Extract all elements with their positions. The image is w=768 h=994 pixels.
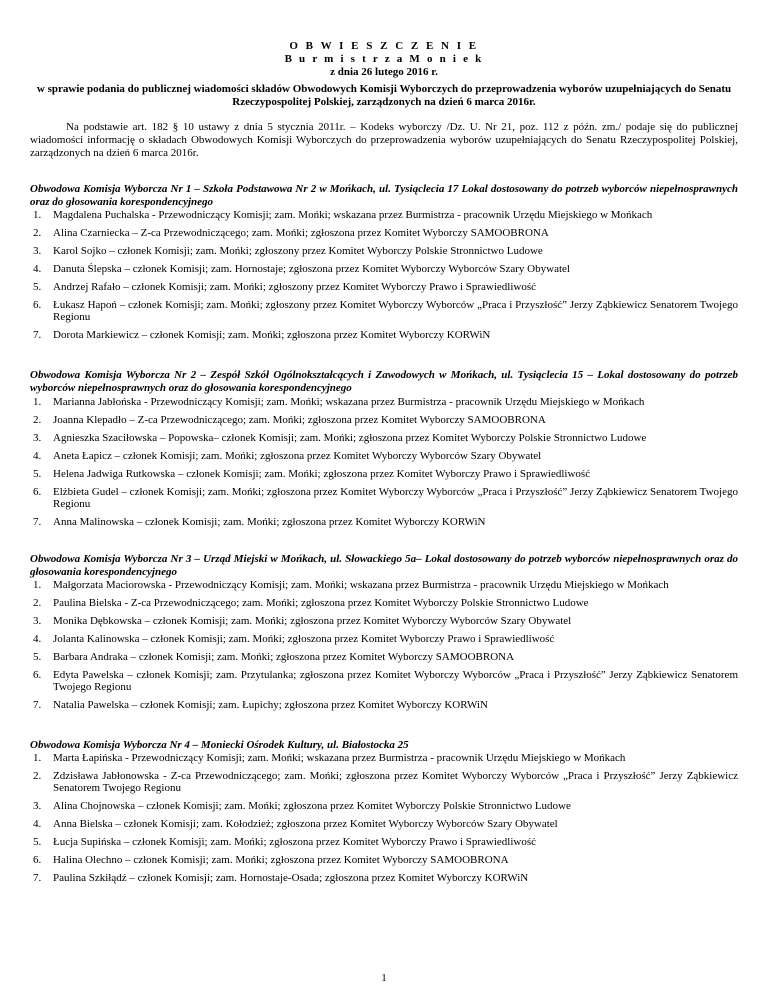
list-item: 7. Paulina Szkiłądź – członek Komisji; zam. Hornostaje-Osada; zgłoszona przez Komitet Wyborczy KORWiN [33,872,529,884]
document-issuer: B u r m i s t r z a M o n i e k [284,53,484,65]
list-item: 7. Dorota Markiewicz – członek Komisji; zam. Mońki; zgłoszona przez Komitet Wyborczy KORWiN [33,329,491,341]
member-list [30,396,738,528]
commission-title: Obwodowa Komisja Wyborcza Nr 3 – Urząd Miejski w Mońkach, ul. Słowackiego 5a– Lokal dostosowany do potrzeb wyborców niepełnosprawnych oraz do głosowania korespondencyjnego [30,553,738,578]
list-item: 3. Monika Dębkowska – członek Komisji; zam. Mońki; zgłoszona przez Komitet Wyborczy Wyborców Szary Obywatel [33,615,572,627]
commission-4 [30,739,738,884]
document-title: O B W I E S Z C Z E N I E [289,40,479,52]
page-number: 1 [381,972,387,984]
list-item: 4. Anna Bielska – członek Komisji; zam. Kołodzież; zgłoszona przez Komitet Wyborczy Wyborców Szary Obywatel [33,818,558,830]
list-item: 5. Barbara Andraka – członek Komisji; zam. Mońki; zgłoszona przez Komitet Wyborczy SAMOOBRONA [33,651,515,663]
list-item: 5. Andrzej Rafało – członek Komisji; zam. Mońki; zgłoszony przez Komitet Wyborczy Prawo i Sprawiedliwość [33,281,537,293]
commission-title: Obwodowa Komisja Wyborcza Nr 2 – Zespół Szkół Ogólnokształcących i Zawodowych w Mońkach, ul. Tysiąclecia 15 – Lokal dostosowany do potrzeb wyborców niepełnosprawnych oraz do głosowania korespondencyjnego [30,369,738,394]
list-item: 4. Jolanta Kalinowska – członek Komisji; zam. Mońki; zgłoszona przez Komitet Wyborczy Prawo i Sprawiedliwość [33,633,555,645]
member-list [30,752,738,884]
list-item: 1. Marianna Jabłońska - Przewodniczący Komisji; zam. Mońki; wskazana przez Burmistrza - pracownik Urzędu Miejskiego w Mońkach [33,396,645,408]
intro-paragraph: Na podstawie art. 182 § 10 ustawy z dnia 5 stycznia 2011r. – Kodeks wyborczy /Dz. U. Nr 21, poz. 112 z późn. zm./ podaje się do publicznej wiadomości informację o składach Obwodowych Komisji Wyborczych do przeprowadzenia wyborów uzupełniających do Senatu Rzeczypospolitej Polskiej, zarządzonych na dzień 6 marca 2016r. [30,121,738,159]
list-item: 2. Zdzisława Jabłonowska - Z-ca Przewodniczącego; zam. Mońki; zgłoszona przez Komitet Wyborczy Wyborców „Praca i Przyszłość” Jerzy Ząbkiewicz Senatorem Twojego Regionu [33,770,738,794]
commission-title: Obwodowa Komisja Wyborcza Nr 1 – Szkoła Podstawowa Nr 2 w Mońkach, ul. Tysiąclecia 17 Lokal dostosowany do potrzeb wyborców niepełnosprawnych oraz do głosowania korespondencyjnego [30,183,738,208]
list-item: 1. Małgorzata Maciorowska - Przewodniczący Komisji; zam. Mońki; wskazana przez Burmistrza - pracownik Urzędu Miejskiego w Mońkach [33,579,669,591]
member-list [30,579,738,711]
list-item: 3. Karol Sojko – członek Komisji; zam. Mońki; zgłoszony przez Komitet Wyborczy Polskie Stronnictwo Ludowe [33,245,543,257]
list-item: 3. Alina Chojnowska – członek Komisji; zam. Mońki; zgłoszona przez Komitet Wyborczy Polskie Stronnictwo Ludowe [33,800,571,812]
commission-3 [30,553,738,711]
list-item: 1. Magdalena Puchalska - Przewodniczący Komisji; zam. Mońki; wskazana przez Burmistrza - pracownik Urzędu Miejskiego w Mońkach [33,209,653,221]
list-item: 6. Łukasz Hapoń – członek Komisji; zam. Mońki; zgłoszony przez Komitet Wyborczy Wyborców „Praca i Przyszłość” Jerzy Ząbkiewicz Senatorem Twojego Regionu [33,299,738,323]
list-item: 4. Danuta Ślepska – członek Komisji; zam. Hornostaje; zgłoszona przez Komitet Wyborczy Wyborców Szary Obywatel [33,263,570,275]
list-item: 6. Halina Olechno – członek Komisji; zam. Mońki; zgłoszona przez Komitet Wyborczy SAMOOBRONA [33,854,509,866]
list-item: 5. Helena Jadwiga Rutkowska – członek Komisji; zam. Mońki; zgłoszona przez Komitet Wyborczy Prawo i Sprawiedliwość [33,468,591,480]
list-item: 6. Edyta Pawelska – członek Komisji; zam. Przytulanka; zgłoszona przez Komitet Wyborczy Wyborców „Praca i Przyszłość” Jerzy Ząbkiewicz Senatorem Twojego Regionu [33,669,738,693]
list-item: 4. Aneta Łapicz – członek Komisji; zam. Mońki; zgłoszona przez Komitet Wyborczy Wyborców Szary Obywatel [33,450,542,462]
commission-1 [30,183,738,341]
list-item: 7. Anna Malinowska – członek Komisji; zam. Mońki; zgłoszona przez Komitet Wyborczy KORWiN [33,516,486,528]
commission-title: Obwodowa Komisja Wyborcza Nr 4 – Moniecki Ośrodek Kultury, ul. Białostocka 25 [30,739,409,751]
document-subject: w sprawie podania do publicznej wiadomości składów Obwodowych Komisji Wyborczych do przeprowadzenia wyborów uzupełniających do Senatu Rzeczypospolitej Polskiej, zarządzonych na dzień 6 marca 2016r. [36,83,732,108]
list-item: 2. Paulina Bielska - Z-ca Przewodniczącego; zam. Mońki; zgłoszona przez Komitet Wyborczy Polskie Stronnictwo Ludowe [33,597,589,609]
list-item: 7. Natalia Pawelska – członek Komisji; zam. Łupichy; zgłoszona przez Komitet Wyborczy KORWiN [33,699,488,711]
member-list [30,209,738,341]
list-item: 3. Agnieszka Szaciłowska – Popowska– członek Komisji; zam. Mońki; zgłoszona przez Komitet Wyborczy Polskie Stronnictwo Ludowe [33,432,647,444]
list-item: 1. Marta Łapińska - Przewodniczący Komisji; zam. Mońki; wskazana przez Burmistrza - pracownik Urzędu Miejskiego w Mońkach [33,752,626,764]
list-item: 6. Elżbieta Gudel – członek Komisji; zam. Mońki; zgłoszona przez Komitet Wyborczy Wyborców „Praca i Przyszłość” Jerzy Ząbkiewicz Senatorem Twojego Regionu [33,486,738,510]
commission-2 [30,369,738,528]
list-item: 2. Joanna Klepadło – Z-ca Przewodniczącego; zam. Mońki; zgłoszona przez Komitet Wyborczy SAMOOBRONA [33,414,546,426]
list-item: 2. Alina Czarniecka – Z-ca Przewodniczącego; zam. Mońki; zgłoszona przez Komitet Wyborczy SAMOOBRONA [33,227,549,239]
list-item: 5. Łucja Supińska – członek Komisji; zam. Mońki; zgłoszona przez Komitet Wyborczy Prawo i Sprawiedliwość [33,836,537,848]
document-date: z dnia 26 lutego 2016 r. [330,66,438,78]
